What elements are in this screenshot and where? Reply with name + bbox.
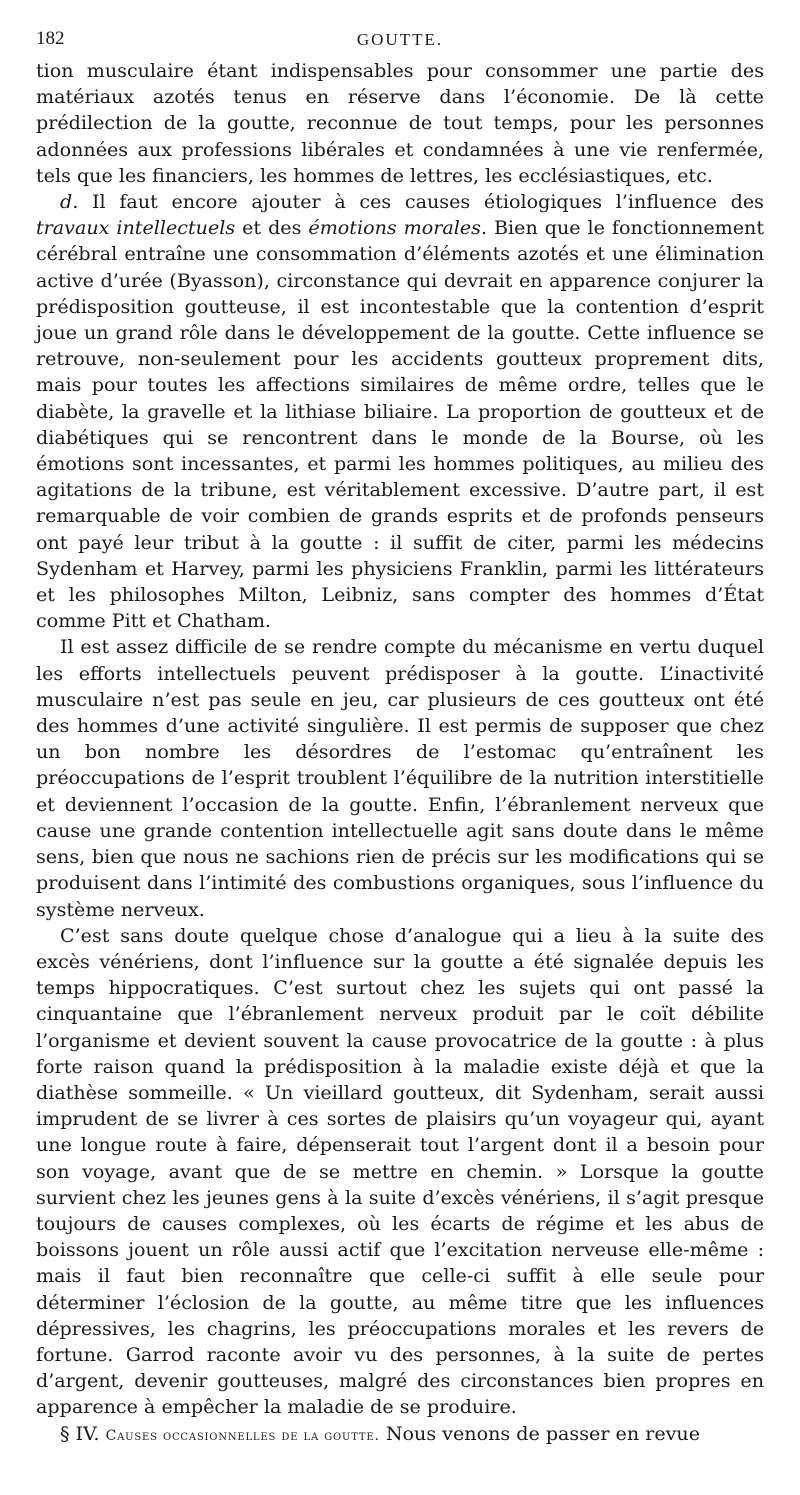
running-title: GOUTTE. xyxy=(356,30,444,49)
section-mark: § IV. xyxy=(60,1422,100,1445)
section-heading-paragraph xyxy=(36,1421,764,1449)
paragraph-mechanism: Il est assez difficile de se rendre compte du mécanisme en vertu duquel les efforts intellectuels peuvent prédisposer à la goutte. L’inactivité musculaire n’est pas seule en jeu, car plusieurs de ces goutteux ont été des hommes d’une activité singulière. Il est permis de supposer que chez un bon nombre les désordres de l’estomac qu’entraînent les préoccupations de l’esprit troublent l’équilibre de la nutrition interstitielle et deviennent l’occasion de la goutte. Enfin, l’ébranlement nerveux que cause une grande contention intellectuelle agit sans doute dans le même sens, bien que nous ne sachions rien de précis sur les modifications qui se produisent dans l’intimité des combustions organiques, sous l’influence du système nerveux. xyxy=(36,635,764,921)
running-head xyxy=(36,28,764,58)
page-content xyxy=(36,28,764,1449)
item-letter: d. xyxy=(60,190,79,214)
section-title: Causes occasionnelles de la goutte. xyxy=(105,1427,380,1444)
emphasis-travaux: travaux intellectuels xyxy=(36,216,236,240)
paragraph-text-rest: . Bien que le fonctionnement cérébral entraîne une consommation d’éléments azotés et une élimination active d’urée (Byasson), circonstance qui devrait en apparence conjurer la prédisposition goutteuse, il est incontestable que la contention d’esprit joue un grand rôle dans le développement de la goutte. Cette influence se retrouve, non-seulement pour les accidents goutteux proprement dits, mais pour toutes les affections similaires de même ordre, telles que le diabète, la gravelle et la lithiase biliaire. La proportion de goutteux et de diabétiques qui se rencontrent dans le monde de la Bourse, où les émotions sont incessantes, et parmi les hommes politiques, au milieu des agitations de la tribune, est véritablement excessive. D’autre part, il est remarquable de voir combien de grands esprits et de profonds penseurs ont payé leur tribut à la goutte : il suffit de citer, parmi les médecins Sydenham et Harvey, parmi les physiciens Franklin, parmi les littérateurs et les philosophes Milton, Leibniz, sans compter des hommes d’État comme Pitt et Chatham. xyxy=(36,216,764,633)
paragraph-text-start: Il faut encore ajouter à ces causes étiologiques l’influence des xyxy=(78,190,764,214)
section-text: Nous venons de passer en revue xyxy=(379,1421,700,1445)
body-text xyxy=(36,58,764,1449)
paragraph-intellectual-causes xyxy=(36,189,764,634)
page-number: 182 xyxy=(36,28,65,49)
paragraph-continuation: tion musculaire étant indispensables pour consommer une partie des matériaux azotés tenus en réserve dans l’économie. De là cette prédilection de la goutte, reconnue de tout temps, pour les personnes adonnées aux professions libérales et condamnées à une vie renfermée, tels que les financiers, les hommes de lettres, les ecclésiastiques, etc. xyxy=(36,59,764,187)
paragraph-venereal-excess: C’est sans doute quelque chose d’analogue qui a lieu à la suite des excès vénériens, dont l’influence sur la goutte a été signalée depuis les temps hippocratiques. C’est surtout chez les sujets qui ont passé la cinquantaine que l’ébranlement nerveux produit par le coït débilite l’organisme et devient souvent la cause provocatrice de la goutte : à plus forte raison quand la prédisposition à la maladie existe déjà et que la diathèse sommeille. « Un vieillard goutteux, dit Sydenham, serait aussi imprudent de se livrer à ces sortes de plaisirs qu’un voyageur qui, ayant une longue route à faire, dépenserait tout l’argent dont il a besoin pour son voyage, avant que de se mettre en chemin. » Lorsque la goutte survient chez les jeunes gens à la suite d’excès vénériens, il s’agit presque toujours de causes complexes, où les écarts de régime et les abus de boissons jouent un rôle aussi actif que l’excitation nerveuse elle-même : mais il faut bien reconnaître que celle-ci suffit à elle seule pour déterminer l’éclosion de la goutte, au même titre que les influences dépressives, les chagrins, les préoccupations morales et les revers de fortune. Garrod raconte avoir vu des personnes, à la suite de pertes d’argent, devenir goutteuses, malgré des circonstances bien propres en apparence à empêcher la maladie de se produire. xyxy=(36,923,764,1419)
emphasis-emotions: émotions morales xyxy=(308,216,481,240)
paragraph-text-mid: et des xyxy=(235,216,309,240)
